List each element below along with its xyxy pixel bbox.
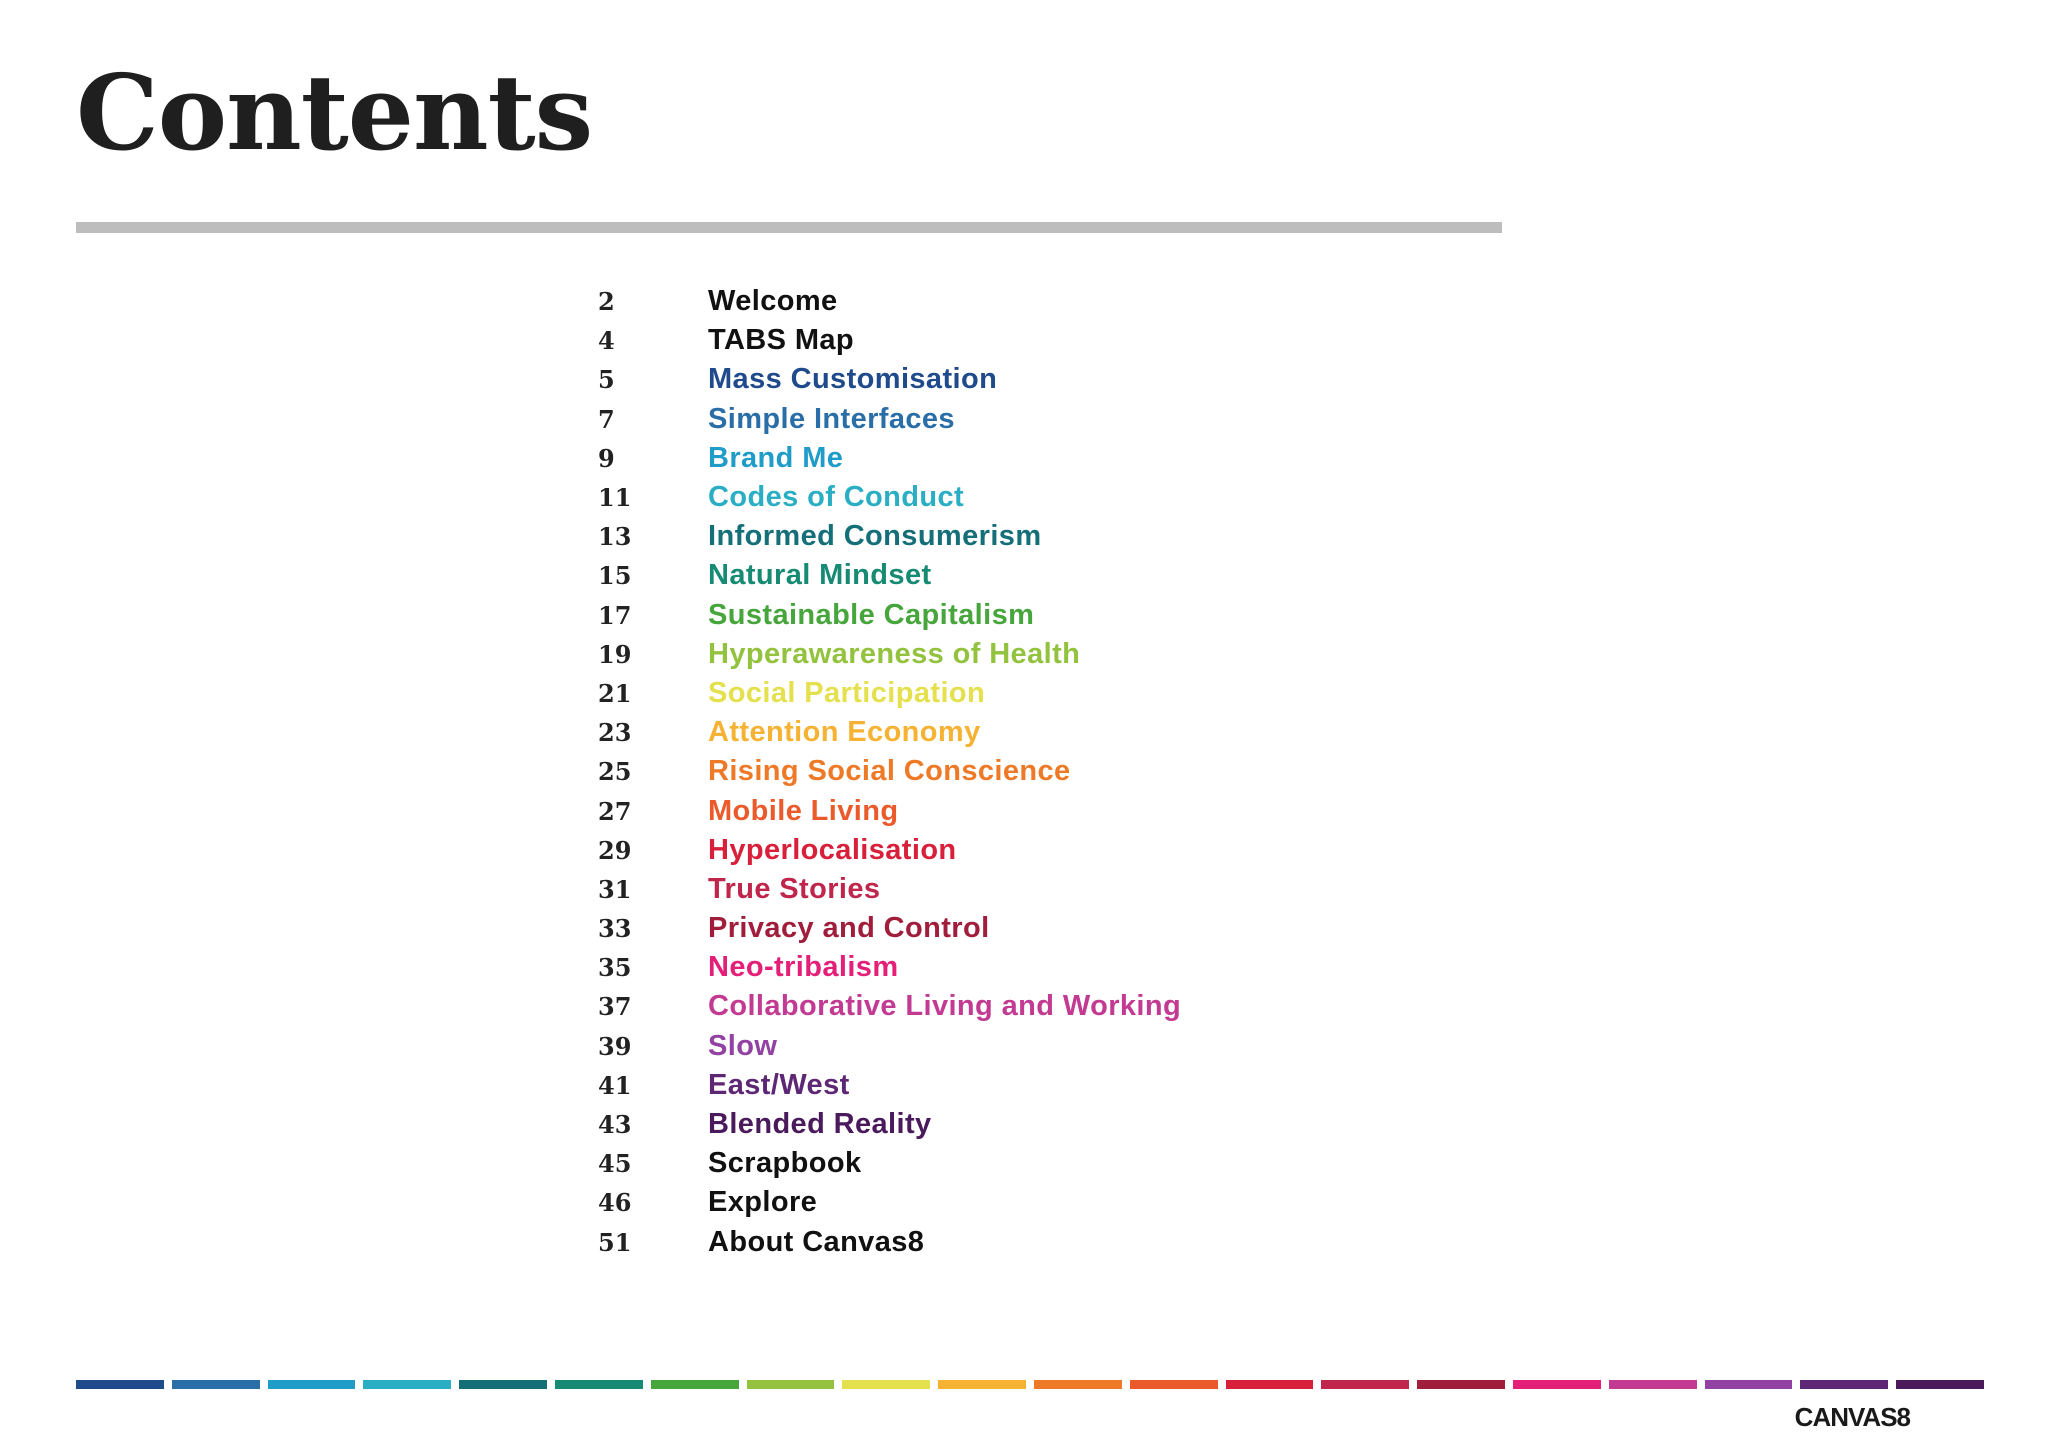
toc-entry[interactable]: [598, 360, 1181, 399]
toc-page-number: 2: [598, 287, 615, 317]
canvas8-logo: CANVAS8: [1794, 1402, 1910, 1432]
color-strip-segment: [1896, 1380, 1984, 1389]
toc-entry-title: Simple Interfaces: [708, 402, 955, 435]
toc-entry-title: Scrapbook: [708, 1147, 862, 1180]
toc-entry-title: Slow: [708, 1029, 778, 1062]
toc-entry[interactable]: [598, 517, 1181, 556]
toc-entry-title: Hyperawareness of Health: [708, 637, 1081, 670]
toc-entry[interactable]: [598, 439, 1181, 478]
toc-entry-title: Blended Reality: [708, 1108, 932, 1141]
toc-page-number: 4: [598, 326, 615, 356]
toc-page-number: 23: [598, 718, 632, 748]
toc-page-number: 19: [598, 639, 632, 669]
toc-entry[interactable]: [598, 321, 1181, 360]
toc-entry-title: Codes of Conduct: [708, 481, 965, 514]
toc-entry-title: Welcome: [708, 285, 838, 318]
toc-entry[interactable]: [598, 752, 1181, 791]
toc-entry[interactable]: [598, 635, 1181, 674]
toc-entry[interactable]: [598, 1223, 1181, 1262]
toc-page-number: 29: [598, 835, 632, 865]
toc-entry[interactable]: [598, 987, 1181, 1026]
color-strip-segment: [842, 1380, 930, 1389]
toc-entry[interactable]: [598, 556, 1181, 595]
toc-entry-title: True Stories: [708, 872, 881, 905]
toc-entry-title: Explore: [708, 1186, 818, 1219]
toc-entry[interactable]: [598, 791, 1181, 830]
toc-entry-title: Hyperlocalisation: [708, 833, 957, 866]
toc-page-number: 51: [598, 1227, 632, 1257]
toc-page-number: 37: [598, 992, 632, 1022]
table-of-contents: [598, 282, 1181, 1262]
color-strip-segment: [1321, 1380, 1409, 1389]
toc-entry-title: Social Participation: [708, 676, 986, 709]
toc-page-number: 43: [598, 1110, 632, 1140]
toc-entry[interactable]: [598, 1027, 1181, 1066]
color-strip-segment: [1800, 1380, 1888, 1389]
color-strip-segment: [459, 1380, 547, 1389]
toc-entry[interactable]: [598, 282, 1181, 321]
color-strip-segment: [651, 1380, 739, 1389]
color-strip-segment: [1609, 1380, 1697, 1389]
toc-page-number: 31: [598, 874, 632, 904]
toc-entry[interactable]: [598, 1144, 1181, 1183]
toc-entry[interactable]: [598, 400, 1181, 439]
color-strip-segment: [938, 1380, 1026, 1389]
color-strip-segment: [1226, 1380, 1314, 1389]
toc-page-number: 13: [598, 522, 632, 552]
toc-entry-title: Mobile Living: [708, 794, 899, 827]
toc-entry-title: Informed Consumerism: [708, 520, 1042, 553]
toc-page-number: 45: [598, 1149, 632, 1179]
toc-entry[interactable]: [598, 948, 1181, 987]
color-strip-segment: [363, 1380, 451, 1389]
color-strip-segment: [268, 1380, 356, 1389]
toc-page-number: 21: [598, 678, 632, 708]
toc-page-number: 46: [598, 1188, 632, 1218]
toc-page-number: 17: [598, 600, 632, 630]
toc-page-number: 11: [598, 483, 632, 513]
page-title: Contents: [76, 51, 593, 174]
toc-entry-title: Rising Social Conscience: [708, 755, 1071, 788]
toc-page-number: 15: [598, 561, 632, 591]
toc-page-number: 7: [598, 404, 615, 434]
toc-entry[interactable]: [598, 713, 1181, 752]
toc-entry[interactable]: [598, 596, 1181, 635]
color-strip-segment: [172, 1380, 260, 1389]
color-strip-segment: [1034, 1380, 1122, 1389]
toc-page-number: 25: [598, 757, 632, 787]
title-divider: [76, 222, 1502, 233]
toc-page-number: 39: [598, 1031, 632, 1061]
toc-entry[interactable]: [598, 909, 1181, 948]
color-strip-segment: [76, 1380, 164, 1389]
toc-entry[interactable]: [598, 1066, 1181, 1105]
toc-entry[interactable]: [598, 870, 1181, 909]
toc-entry-title: About Canvas8: [708, 1225, 925, 1258]
toc-page-number: 35: [598, 953, 632, 983]
toc-entry-title: Sustainable Capitalism: [708, 598, 1035, 631]
toc-entry-title: Natural Mindset: [708, 559, 932, 592]
toc-page-number: 9: [598, 443, 615, 473]
toc-entry[interactable]: [598, 1105, 1181, 1144]
toc-entry-title: Neo-tribalism: [708, 951, 899, 984]
toc-entry-title: Attention Economy: [708, 716, 981, 749]
toc-entry[interactable]: [598, 674, 1181, 713]
toc-page-number: 41: [598, 1070, 632, 1100]
toc-entry[interactable]: [598, 831, 1181, 870]
toc-page-number: 27: [598, 796, 632, 826]
toc-entry[interactable]: [598, 1183, 1181, 1222]
color-strip-segment: [1513, 1380, 1601, 1389]
color-strip-segment: [555, 1380, 643, 1389]
color-strip-segment: [1705, 1380, 1793, 1389]
color-strip-segment: [1417, 1380, 1505, 1389]
toc-page-number: 33: [598, 914, 632, 944]
toc-entry-title: East/West: [708, 1068, 850, 1101]
toc-page-number: 5: [598, 365, 615, 395]
toc-entry-title: Brand Me: [708, 441, 844, 474]
toc-entry-title: Privacy and Control: [708, 912, 990, 945]
toc-entry[interactable]: [598, 478, 1181, 517]
color-strip-segment: [747, 1380, 835, 1389]
toc-entry-title: Mass Customisation: [708, 363, 998, 396]
toc-entry-title: TABS Map: [708, 324, 855, 357]
color-strip-segment: [1130, 1380, 1218, 1389]
toc-entry-title: Collaborative Living and Working: [708, 990, 1182, 1023]
color-strip: [76, 1380, 1984, 1389]
